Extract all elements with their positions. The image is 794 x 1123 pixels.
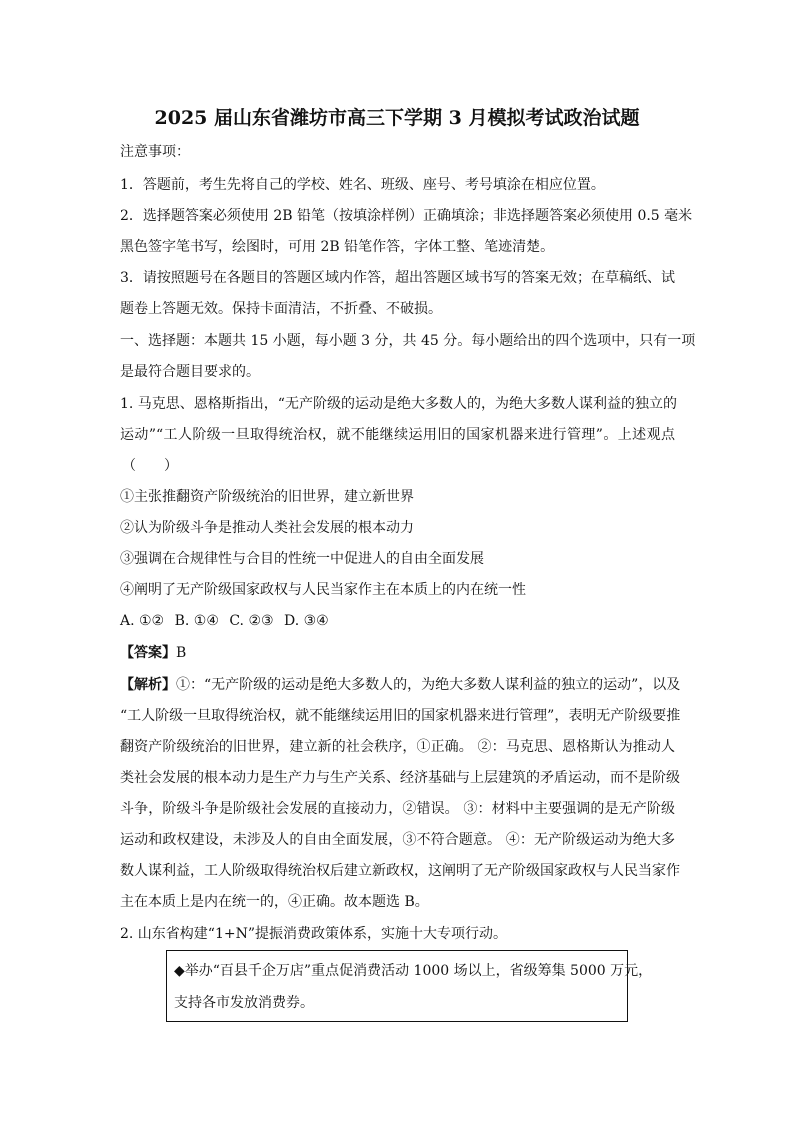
material-line: ◆举办“百县千企万店”重点促消费活动 1000 场以上，省级筹集 5000 万元， [174,963,653,979]
answer-label: 【答案】 [120,645,176,661]
analysis-line: “工人阶级一旦取得统治权，就不能继续运用旧的国家机器来进行管理”，表明无产阶级要推 [120,708,681,724]
instruction-line: 3．请按照题号在各题目的答题区域内作答，超出答题区域书写的答案无效；在草稿纸、试 [120,270,675,286]
question-stem-line: 1. 马克思、恩格斯指出，“无产阶级的运动是绝大多数人的，为绝大多数人谋利益的独立的 [120,396,677,412]
section-heading-line: 是最符合题目要求的。 [120,364,260,380]
material-box [166,950,653,1022]
document-title: 2025 届山东省潍坊市高三下学期 3 月模拟考试政治试题 [154,107,640,129]
options-row [120,611,335,631]
answer-blank: （ ） [122,458,178,474]
option-d: D. ③④ [284,613,329,629]
material-line: 支持各市发放消费券。 [174,995,314,1011]
analysis-text: ①：“无产阶级的运动是绝大多数人的，为绝大多数人谋利益的独立的运动”，以及 [176,677,681,693]
statement-item: ④阐明了无产阶级国家政权与人民当家作主在本质上的内在统一性 [120,582,526,598]
analysis-line: 运动和政权建设，未涉及人的自由全面发展，③不符合题意。 ④：无产阶级运动为绝大多 [120,832,675,848]
answer-value: B [176,645,187,661]
analysis-line: 类社会发展的根本动力是生产力与生产关系、经济基础与上层建筑的矛盾运动，而不是阶级 [120,770,680,786]
option-a: A. ①② [120,613,165,629]
question-stem-line: 2. 山东省构建“1+N”提振消费政策体系，实施十大专项行动。 [120,926,508,942]
analysis-line: 翻资产阶级统治的旧世界，建立新的社会秩序，①正确。 ②：马克思、恩格斯认为推动人 [120,739,675,755]
analysis-label: 【解析】 [120,677,176,693]
statement-item: ①主张推翻资产阶级统治的旧世界，建立新世界 [120,489,414,505]
instruction-line: 题卷上答题无效。保持卡面清洁，不折叠、不破损。 [120,301,442,317]
analysis-line: 主在本质上是内在统一的，④正确。故本题选 B。 [120,894,429,910]
question-stem-line: 运动”“工人阶级一旦取得统治权，就不能继续运用旧的国家机器来进行管理”。上述观点 [120,427,675,443]
option-c: C. ②③ [229,613,274,629]
instruction-line: 2．选择题答案必须使用 2B 铅笔（按填涂样例）正确填涂；非选择题答案必须使用 0.5 毫米 [120,208,693,224]
section-heading-line: 一、选择题：本题共 15 小题，每小题 3 分，共 45 分。每小题给出的四个选项中，只有一项 [120,333,696,349]
analysis-line: 斗争，阶级斗争是阶级社会发展的直接动力，②错误。 ③：材料中主要强调的是无产阶级 [120,801,675,817]
instruction-line: 1．答题前，考生先将自己的学校、姓名、班级、座号、考号填涂在相应位置。 [120,177,605,193]
analysis-line [120,675,681,695]
statement-item: ③强调在合规律性与合目的性统一中促进人的自由全面发展 [120,551,484,567]
instruction-line: 黑色签字笔书写，绘图时，可用 2B 铅笔作答，字体工整、笔迹清楚。 [120,239,555,255]
analysis-line: 数人谋利益，工人阶级取得统治权后建立新政权，这阐明了无产阶级国家政权与人民当家作 [120,863,680,879]
answer-line [120,643,186,663]
option-b: B. ①④ [174,613,219,629]
instructions-heading: 注意事项： [120,144,190,160]
statement-item: ②认为阶级斗争是推动人类社会发展的根本动力 [120,520,414,536]
